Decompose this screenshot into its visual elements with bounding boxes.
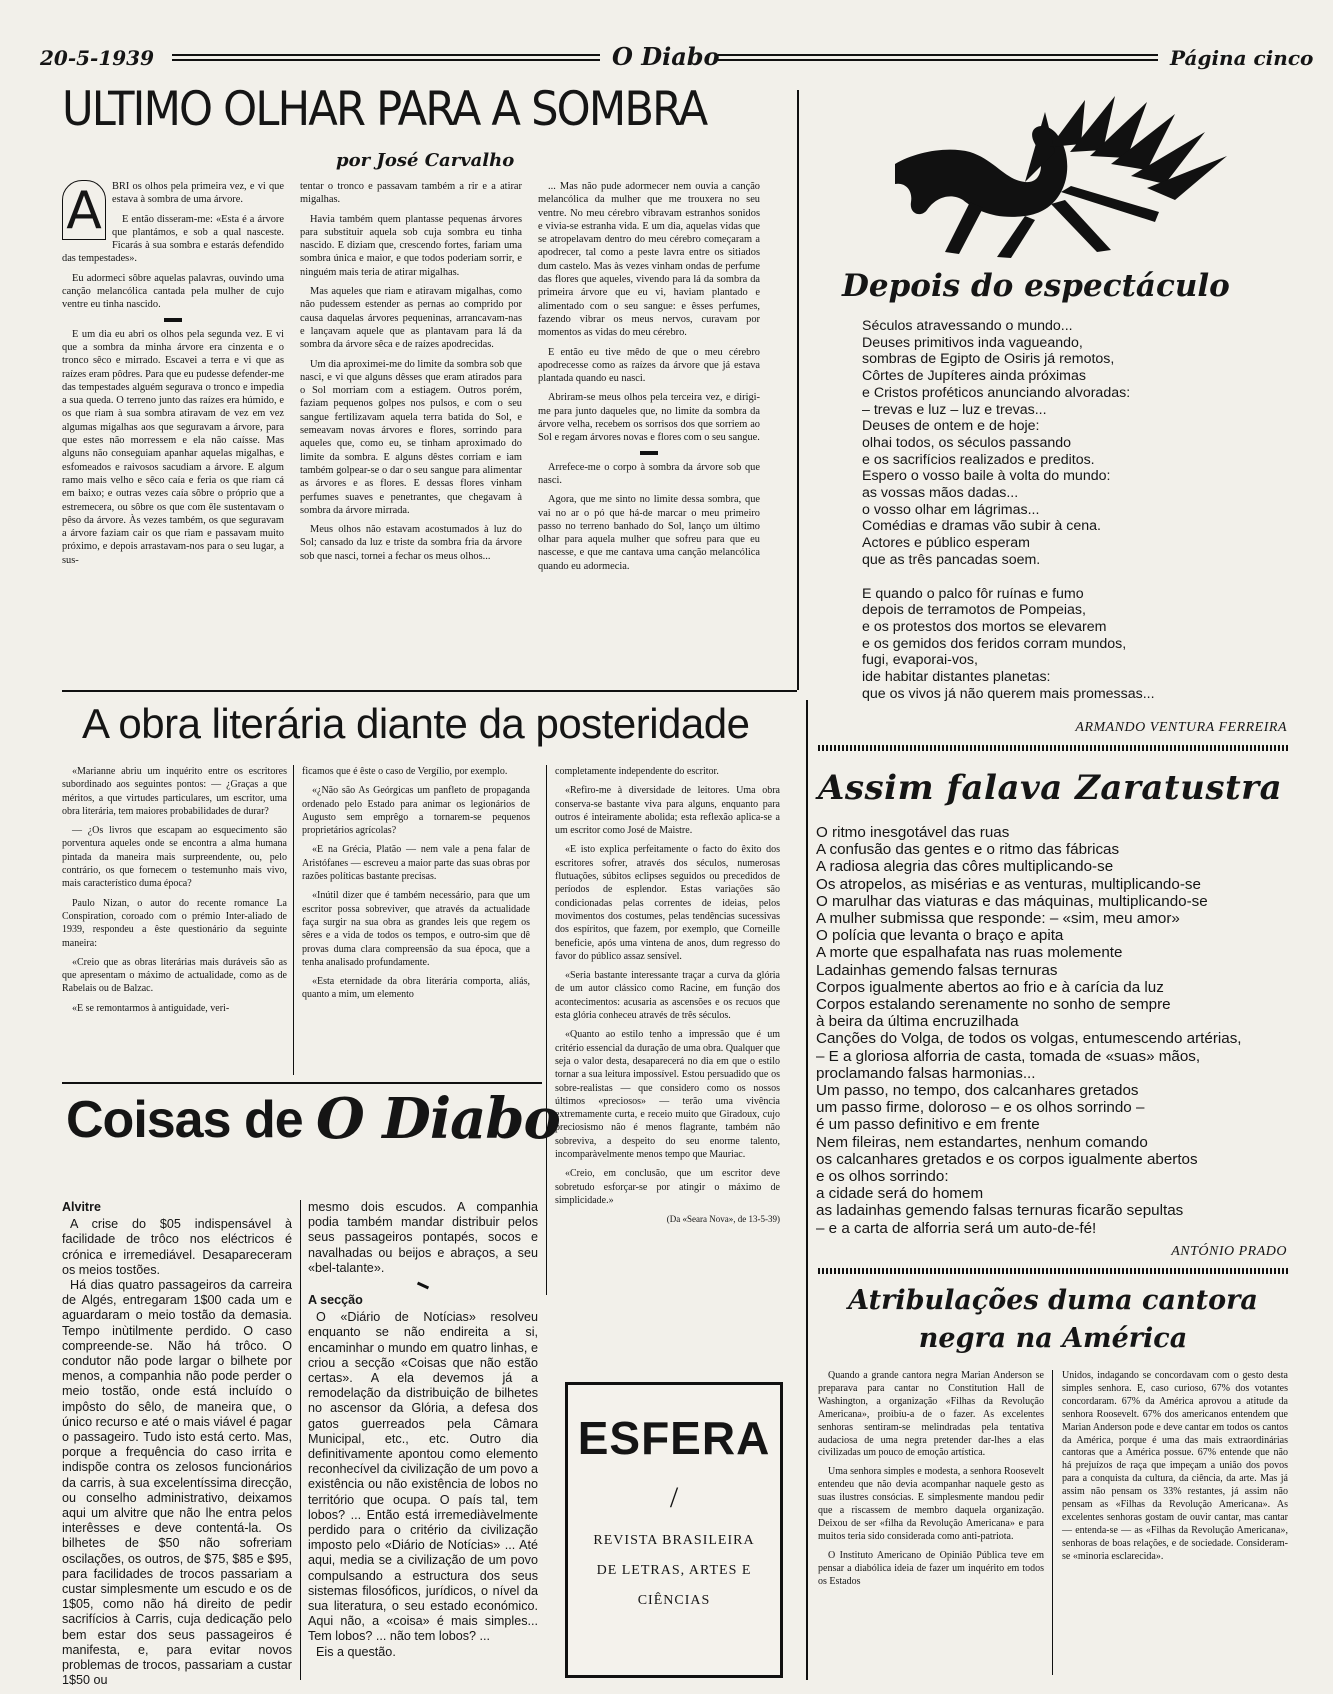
paragraph: Abriram-se meus olhos pela terceira vez, e dirigi-me para junto daqueles que, no limite da sombra da árvore velha, recebem os sorrisos dos que sorriem ao Sol e regam árvores novas e flores com o seu sangue.: [538, 392, 760, 444]
poem-line: Canções do Volga, de todos os volgas, entumescendo artérias,: [816, 1030, 1242, 1048]
poem-line: um passo firme, doloroso – e os olhos sorrindo –: [816, 1099, 1145, 1117]
article1-column-2: [300, 180, 522, 685]
ad-line: CIÊNCIAS: [637, 1593, 711, 1608]
poem-line: proclamando falsas harmonias...: [816, 1064, 1036, 1082]
drop-cap: A: [62, 180, 106, 240]
paragraph: Uma senhora simples e modesta, a senhora Roosevelt entendeu que não devia acompanhar naquele gesto as suas ilustres consócias. E simplesmente mandou pedir que a riscassem de membro daquela organização. Deixou de ser «filha da Revolução Americana» e para muitos teria sido considerada como anti-patriota.: [818, 1466, 1044, 1542]
poem-line: as vossas mãos dadas...: [862, 485, 1019, 502]
poem-line: os calcanhares gretados e os corpos igualmente abertos: [816, 1150, 1198, 1168]
paragraph: E então disseram-me: «Esta é a árvore que plantámos, e sob a qual nasceste. Ficarás à sua sombra e estarás defendido das tempestades».: [62, 213, 284, 265]
poem-line: – E a gloriosa alforria de casta, tomada de «suas» mãos,: [816, 1047, 1201, 1065]
poem-line: E quando o palco fôr ruínas e fumo: [862, 585, 1084, 602]
poem2-author: ANTÓNIO PRADO: [1171, 1244, 1287, 1259]
article-divider: [62, 690, 797, 692]
article3-title-prefix: Coisas de: [66, 1091, 303, 1149]
paragraph: Unidos, indagando se concordavam com o gesto desta simples senhora. E, caso curioso, 67% dos votantes concordaram. 67% da América aprovou a atitude da senhora Roosevelt. 67% dos americanos entendem que Marian Anderson pode e deve cantar em todos os cantos da América, porque é uma das mais extraordinárias cantoras que a América possue. 67% entende que não há prejuízos de raça que impeçam a união dos povos para a conquista da cultura, da ciência, da arte. Mas já assim não pensam os 33% restantes, já assim não pensam as «Filhas da Revolução Americana». As excelentes senhoras gostam de ouvir cantar, mas cantar — entenda-se — as «Filhas da Revolução Americana», senhoras de boas relações, e de sociedade. Consideram-se «minoria esclarecida».: [1062, 1370, 1288, 1562]
article1-title: ULTIMO OLHAR PARA A SOMBRA: [62, 82, 707, 137]
paragraph: E então eu tive mêdo de que o meu cérebro apodrecesse como as raízes da árvore que já estava plantada quando eu nasci.: [538, 346, 760, 385]
poem-line: ide habitar distantes planetas:: [862, 669, 1051, 686]
paragraph: tentar o tronco e passavam também a rir e a atirar migalhas.: [300, 181, 522, 206]
poem-line: O ritmo inesgotável das ruas: [816, 824, 1010, 841]
paragraph: «Creio que as obras literárias mais duráveis são as que apresentam o máximo de actualidade, como as de Rabelais ou de Balzac.: [62, 956, 287, 995]
article1-column-1: [62, 180, 284, 685]
ad-slash: /: [669, 1481, 679, 1514]
poem-line: Ladainhas gemendo falsas ternuras: [816, 961, 1058, 979]
poem-line: fugi, evaporai-vos,: [862, 652, 978, 669]
paragraph: «Refiro-me à diversidade de leitores. Uma obra conserva-se bastante viva para alguns, enquanto para outros é inteiramente abolida; esta reflexão aplica-se a um escritor como José de Maistre.: [555, 785, 780, 837]
poem-line: o vosso olhar em lágrimas...: [862, 501, 1040, 518]
paragraph: «Inútil dizer que é também necessário, para que um escritor possa sobreviver, que através da actualidade faça surgir na sua obra as grandes leis que regem os sêres e a vida de todos os tempos, e outro-sim que dê provas duma clara compreensão da sua época, que a tenha analisado profundamente.: [302, 890, 530, 968]
section-separator: [640, 451, 658, 455]
article1-column-3: [538, 180, 760, 685]
paragraph: — ¿Os livros que escapam ao esquecimento são porventura aqueles onde se encontra a alma humana pintada da maneira mais surpreendente, ou, pelo contrário, os que fornecem o testemunho mais vivo, mais característico duma época?: [62, 825, 287, 890]
article-divider: [62, 1082, 542, 1084]
issue-date: 20-5-1939: [40, 46, 155, 70]
paragraph: completamente independente do escritor.: [555, 766, 719, 777]
article2-column-2: [302, 765, 530, 1075]
poem-line: e os protestos dos mortos se elevarem: [862, 618, 1107, 635]
poem-line: que os vivos já não querem mais promessas...: [862, 685, 1155, 702]
column-rule: [806, 700, 808, 1680]
paragraph: Eu adormeci sôbre aquelas palavras, ouvindo uma canção melancólica cantada pela mulher de cujo ventre eu tinha nascido.: [62, 272, 284, 311]
poem-line: Nem fileiras, nem estandartes, nenhum comando: [816, 1133, 1148, 1151]
poem1-author: ARMANDO VENTURA FERREIRA: [1075, 720, 1287, 735]
article1-byline: por José Carvalho: [336, 150, 515, 171]
article2-column-1: [62, 765, 287, 1075]
poem-line: Deuses de ontem e de hoje:: [862, 418, 1040, 435]
poem-line: Um passo, no tempo, dos calcanhares gretados: [816, 1082, 1139, 1100]
article4-column-1: [818, 1370, 1044, 1680]
article4-title-line: Atribulações duma cantora: [848, 1285, 1258, 1316]
ad-title: ESFERA: [577, 1412, 771, 1464]
column-rule: [546, 765, 547, 1295]
paragraph: O «Diário de Notícias» resolveu enquanto se não endireita a si, encaminhar o mundo em quatro linhas, e criou a secção «Coisas que não estão certas». A ela devemos já a remodelação da distribuição de bilhetes no ascensor da Glória, a defesa dos gatos guerreados pela Câmara Municipal, etc., etc. Outro dia definitivamente apontou como elemento reconhecível da civilização de um povo a existência ou não existência de lobos no território que ocupa. O país tal, tem lobos? ... Então está irremediàvelmente perdido para o critério da civilização imposto pelo «Diário de Notícias» ... Até aqui, media se a civilização de um povo compulsando a estructura dos seus sistemas filosóficos, jurídicos, o nível da sua literatura, o seu estado económico. Aqui não, a «coisa» é mais simples... Tem lobos? ... não tem lobos? ...: [308, 1310, 538, 1644]
stanza-break: [862, 569, 1155, 586]
section-rule: [818, 1268, 1288, 1274]
poem-line: A confusão das gentes e o ritmo das fábricas: [816, 841, 1120, 859]
article3-title-logo: O Diabo: [316, 1086, 560, 1152]
paragraph: Meus olhos não estavam acostumados à luz do Sol; cansado da luz e triste da sombra fria da árvore sob que nasci, tornei a fechar os meus olhos...: [300, 524, 522, 562]
poem2-title: Assim falava Zaratustra: [818, 768, 1283, 808]
paragraph: ... Mas não pude adormecer nem ouvia a canção melancólica da mulher que me trouxera no seu ventre. No meu cérebro vibravam estranhos sonidos e vivia-se estranha vida. E um dia, aquelas vidas que se atropelavam dentro do meu cérebro começaram a apodrecer, tal como a peste lavra entre os sitiados dum castelo. Mas às vezes vinham ondas de perfume das flores que aqueles, vivendo para lá da sombra da primeira árvore que eu vi, haviam plantado e alimentado com o seu sangue: e êsses perfumes, fazendo vibrar os meus nervos, curavam por momentos as vidas do meu cérebro.: [538, 181, 760, 339]
poem-line: – trevas e luz – luz e trevas...: [862, 401, 1047, 418]
poem-line: é um passo definitivo e em frente: [816, 1116, 1040, 1134]
paragraph: ficamos que é êste o caso de Vergílio, por exemplo.: [302, 766, 508, 777]
column-rule: [797, 90, 799, 690]
section-separator: [164, 318, 182, 322]
paragraph: O Instituto Americano de Opinião Pública teve em pensar a diabólica ideia de fazer um inquérito em todos os Estados: [818, 1549, 1044, 1587]
paragraph: A crise do $05 indispensável à facilidade de trôco nos eléctricos é crónica e irremediável. Desapareceram os meios tostões.: [62, 1217, 292, 1277]
section-rule: [818, 745, 1288, 751]
header-rule-left: [172, 54, 600, 61]
poem-line: Espero o vosso baile à volta do mundo:: [862, 468, 1111, 485]
paragraph: Havia também quem plantasse pequenas árvores para substituir aquela sob cuja sombra eu tinha nascido. E diziam que, crescendo fortes, fariam uma sombra única e maior, e que todos poderiam sorrir, e ninguém mais teria de atirar migalhas.: [300, 213, 522, 278]
paragraph: E um dia eu abri os olhos pela segunda vez. E vi que a sombra da minha árvore era cinzenta e o tronco sêco e mirrado. Escavei a terra e vi que as raízes eram pôdres. Para que eu pudesse defender-me das tempestades alguém segurava o tronco e impedia a sua queda. O terreno junto das raízes era húmido, e os que riam à sua sombra atiravam de vez em vez algumas migalhas aos que seguravam a árvore, para que estes não morressem e ela não caísse. Mas alguns não conseguiam apanhar aquelas migalhas, e esfomeados e raivosos sacudiam a árvore. E algum ramo mais velho e sêco caía e feria os que riam cá em baixo; e outras vezes caía sôbre o próprio que a estremecera, ou sôbre os que com êle sustentavam o pêso da árvore. Às vezes também, os que seguravam a árvore faziam cair os que riam e passavam muito próximo, e depois arrastavam-nos para o seu lugar, a sus-: [62, 328, 284, 566]
paragraph: Agora, que me sinto no limite dessa sombra, que vai no ar o pó que há-de marcar o meu primeiro passo no terreno banhado do Sol, lanço um último olhar para aquela mulher que sofreu para que eu nascesse, e que me cantava uma canção melancólica quando eu adormecia.: [538, 494, 760, 572]
paragraph: «E na Grécia, Platão — nem vale a pena falar de Aristófanes — escreveu a maior parte das suas obras por razões políticas bastante precisas.: [302, 844, 530, 883]
paragraph: mesmo dois escudos. A companhia podia também mandar distribuir pelos seus passageiros pontapés, socos e navalhadas ou beijos e abraços, a seu «bel-talante».: [308, 1200, 538, 1275]
poem-line: Séculos atravessando o mundo...: [862, 318, 1073, 334]
paragraph: Um dia aproximei-me do limite da sombra sob que nasci, e vi que alguns dêsses que eram atirados para o Sol morriam com a estiagem. Outros porém, faziam pequenos golpes nos pulsos, e com o seu sangue fertilizavam aquela terra batida do Sol, e semeavam novas árvores e flores, sorrindo para aqueles que, como eu, se tinham aproximado do limite da sombra. E alguns dêstes corriam e iam também golpear-se o dar o seu sangue para alimentar as árvores e as flores. E dessas flores vinham perfumes suaves e penetrantes, que chegavam à sombra da árvore mirrada.: [300, 358, 522, 516]
article3-column-2: [308, 1200, 538, 1680]
paragraph: «Seria bastante interessante traçar a curva da glória de um autor clássico como Racine, em função dos acontecimentos: acusaria as ascensões e os recuos que esta glória conheceu através de três séculos.: [555, 970, 780, 1022]
poem-line: Os atropelos, as misérias e as venturas, multiplicando-se: [816, 875, 1201, 893]
poem-line: olhai todos, os séculos passando: [862, 434, 1072, 451]
poem-line: e os olhos sorrindo:: [816, 1168, 949, 1186]
poem-line: Comédias e dramas vão subir à cena.: [862, 518, 1101, 535]
article4-title: [818, 1282, 1288, 1358]
paragraph: «Quanto ao estilo tenho a impressão que é um critério essencial da duração de uma obra. Qualquer que seja o valor desta, desaparecerá no dia em que o estilo tornar a sua leitura impossível. Estou persuadido que os sobre-realistas — que considero como os nossos últimos «preciosos» — terão uma vivência extremamente curta, e receio muito que Giradoux, cujo preciosismo não é menos flagrante, também não sobreviva, a despeito do seu enorme talento, incomparàvelmente menos tempo que Mauriac.: [555, 1029, 780, 1161]
paragraph: «Marianne abriu um inquérito entre os escritores subordinado aos seguintes pontos: — ¿Graças a que méritos, a que virtudes particulares, um escritor, uma obra literária, tem maiores probabilidades de durar?: [62, 766, 287, 817]
subheading: Alvitre: [62, 1200, 101, 1214]
poem-line: A mulher submissa que responde: – «sim, meu amor»: [816, 910, 1180, 928]
article2-column-3: [555, 765, 780, 1325]
paragraph: BRI os olhos pela primeira vez, e vi que estava à sombra de uma árvore.: [112, 181, 284, 206]
poem-line: O marulhar das viaturas e das máquinas, multiplicando-se: [816, 892, 1208, 910]
poem-line: Corpos estalando serenamente no sonho de sempre: [816, 996, 1171, 1014]
poem-line: e Cristos proféticos anunciando alvoradas:: [862, 384, 1131, 401]
paragraph: Arrefece-me o corpo à sombra da árvore sob que nasci.: [538, 461, 760, 486]
poem-line: e os gemidos dos feridos corram mundos,: [862, 635, 1127, 652]
article2-title: A obra literária diante da posteridade: [82, 700, 750, 747]
paragraph: Paulo Nizan, o autor do recente romance La Conspiration, coroado com o prémio Inter-aliado de 1939, respondeu a êste questionário da seguinte maneira:: [62, 897, 287, 949]
paragraph: «¿Não são As Geórgicas um panfleto de propaganda ordenado pelo Estado para animar os legionários de Augusto sem emprêgo a tornarem-se pequenos proprietários agrícolas?: [302, 785, 530, 837]
poem-line: Côrtes de Jupíteres ainda próximas: [862, 368, 1086, 385]
poem-line: e os sacrifícios realizados e preditos.: [862, 451, 1095, 468]
pegasus-illustration: [875, 92, 1255, 267]
poem-line: – e a carta de alforria será um auto-de-fé!: [816, 1219, 1097, 1237]
page-label: Página cinco: [1170, 46, 1314, 70]
poem-line: Actores e público esperam: [862, 535, 1030, 552]
poem-line: A radiosa alegria das côres multiplicando-se: [816, 858, 1114, 876]
masthead: O Diabo: [612, 42, 720, 71]
paragraph: «E isto explica perfeitamente o facto do êxito dos escritores sofrer, através dos séculos, numerosas flutuações, súbitos eclipses seguidos ou precedidos de períodos de esplendor. Estas variações são condicionadas pelas correntes de ideias, pelos movimentos dos costumes, pelas tendências sucessivas dos espíritos, que fazem, por exemplo, que Corneille beneficie, após uma vintena de anos, dum regresso do favor do público assaz sensível.: [555, 844, 780, 962]
poem-line: à beira da última encruzilhada: [816, 1013, 1019, 1031]
paragraph: Mas aqueles que riam e atiravam migalhas, como não pudessem estender as pernas ao comprido por causa daquelas árvores pequeninas, arrancavam-nas e lançavam aquele que as plantavam para lá da sombra da árvore sêca e de raízes apodrecidas.: [300, 286, 522, 351]
column-rule: [300, 1200, 301, 1680]
header-rule-right: [718, 54, 1158, 61]
poem-line: depois de terramotos de Pompeias,: [862, 602, 1086, 619]
poem-line: A morte que espalhafata nas ruas molemente: [816, 944, 1123, 962]
poem-line: sombras de Egipto de Osiris já remotos,: [862, 351, 1115, 368]
paragraph: Quando a grande cantora negra Marian Anderson se preparava para cantar no Constitution Hall de Washington, a organização «Filhas da Revolução Americana», proibiu-a de o fazer. As excelentes senhoras sentiram-se melindradas pela tentativa audaciosa de uma negra pretender dar-lhes a elas civilizadas um pouco de emoção artística.: [818, 1370, 1044, 1459]
poem-line: a cidade será do homem: [816, 1185, 984, 1203]
article4-column-2: [1062, 1370, 1288, 1680]
poem-line: O polícia que levanta o braço e apita: [816, 927, 1064, 945]
column-rule: [293, 765, 294, 1075]
article4-title-line: negra na América: [918, 1323, 1188, 1354]
poem2-body: [816, 824, 1242, 1237]
ad-line: REVISTA BRASILEIRA: [593, 1533, 755, 1548]
poem1-body: [862, 318, 1155, 702]
paragraph: Eis a questão.: [316, 1644, 396, 1659]
poem-line: Deuses primitivos inda vagueando,: [862, 334, 1083, 351]
source-note: (Da «Seara Nova», de 13-5-39): [666, 1214, 780, 1225]
subheading: A secção: [308, 1293, 363, 1308]
section-separator: [417, 1282, 429, 1290]
paragraph: «E se remontarmos à antiguidade, veri-: [72, 1002, 230, 1014]
article3-column-1: [62, 1200, 292, 1688]
poem-line: Corpos igualmente abertos ao frio e à carícia da luz: [816, 978, 1164, 996]
ad-line: DE LETRAS, ARTES E: [596, 1563, 752, 1578]
paragraph: «Esta eternidade da obra literária comporta, aliás, quanto a mim, um elemento: [302, 976, 530, 1001]
poem-line: as ladainhas gemendo falsas ternuras ficarão sepultas: [816, 1202, 1184, 1220]
poem-line: que as três pancadas soem.: [862, 551, 1041, 568]
paragraph: Há dias quatro passageiros da carreira de Algés, entregaram 1$00 cada um e aguardaram o meio tostão da demasia. Tempo inùtilmente perdido. O caso compreende-se. Não há trôco. O condutor não pode largar o bilhete por menos, a companhia não pode perder o meio tostão, onde está incluído o impôsto do sêlo, de maneira que, o único recurso e até o mais viável é pagar o passageiro. Tudo isto está certo. Mas, porque a frequência do caso irrita e indispõe contra os zelosos funcionários da carris, à sua excelentíssima direcção, ou conselho administrativo, deixamos aqui um alvitre que não lhe entra pelos interêsses e deve contentá-la. Os bilhetes de $50 não sofreriam oscilações, os outros, de $75, $85 e $95, para facilidades de trocos passariam a custar simplesmente um escudo e os de 1$05, como não há direito de pedir sacrifícios à Carris, cuja dedicação pelo bem estar dos seus passageiros é manifesta, e, para evitar novos problemas de trocos, passariam a custar 1$50 ou: [62, 1278, 292, 1688]
column-rule: [1052, 1370, 1053, 1675]
paragraph: «Creio, em conclusão, que um escritor deve sobretudo esforçar-se por atingir o máximo de simplicidade.»: [555, 1168, 780, 1206]
poem1-title: Depois do espectáculo: [842, 268, 1230, 304]
esfera-advertisement: [565, 1382, 783, 1678]
